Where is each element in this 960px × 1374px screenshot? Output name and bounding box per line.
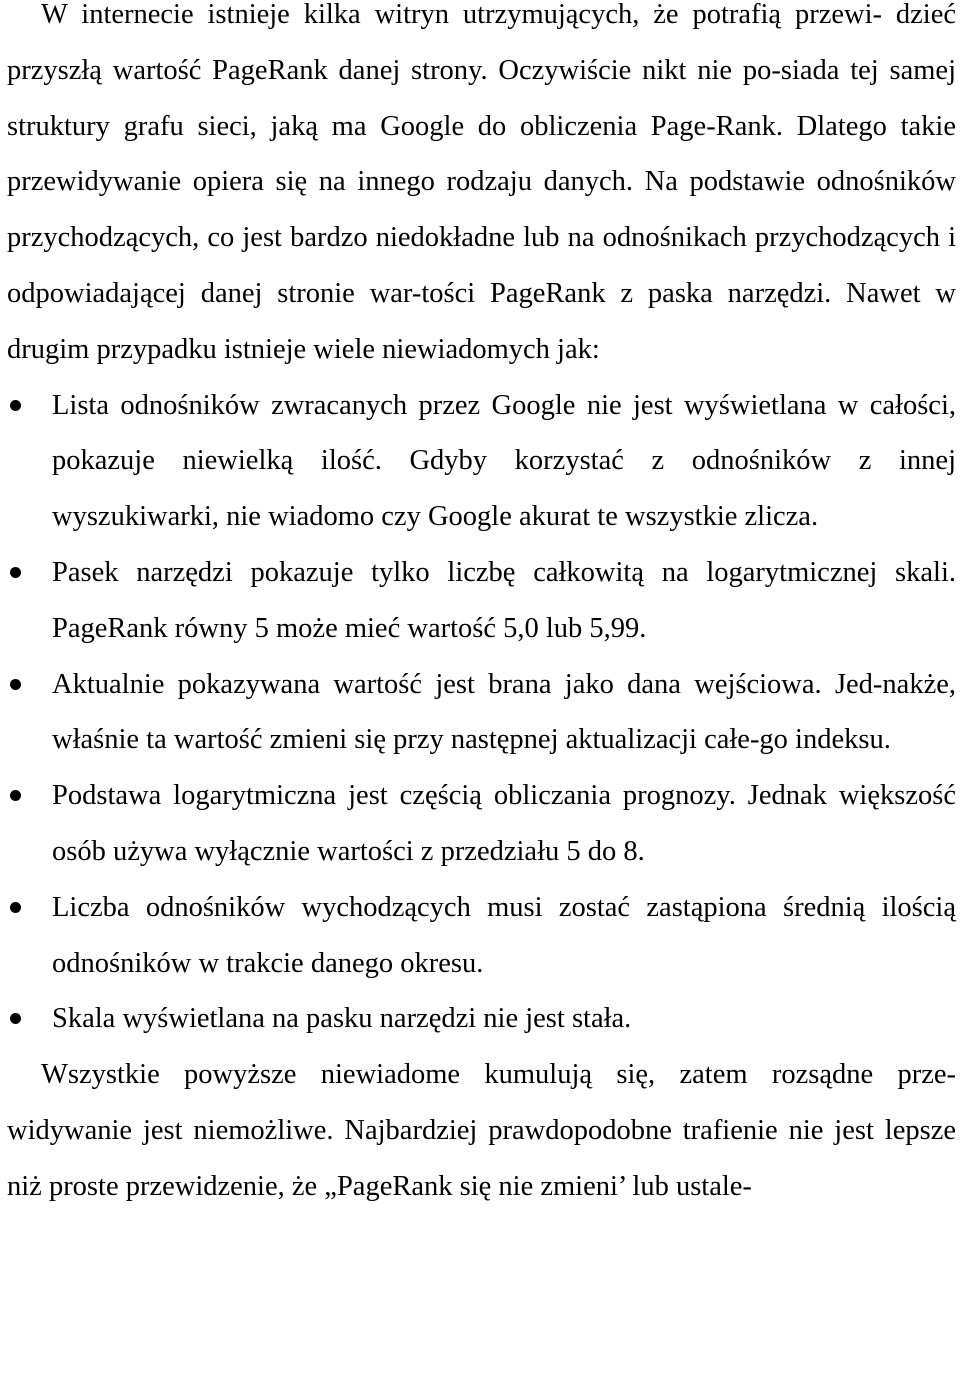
unknowns-list [7, 378, 956, 1048]
list-item-text: Pasek narzędzi pokazuje tylko liczbę całkowitą na logarytmicznej skali. PageRank równy 5 może mieć wartość 5,0 lub 5,99. [52, 556, 956, 644]
list-item [7, 657, 956, 769]
list-item-text: Lista odnośników zwracanych przez Google nie jest wyświetlana w całości, pokazuje niewielką ilość. Gdyby korzystać z odnośników z innej wyszukiwarki, nie wiadomo czy Google akurat te wszystkie zlicza. [52, 389, 956, 533]
bullet-icon [10, 1013, 21, 1024]
list-item [7, 545, 956, 657]
intro-paragraph-text: dzieć przyszłą wartość PageRank danej strony. Oczywiście nikt nie po-siada tej samej struktury grafu sieci, jaką ma Google do obliczenia Page-Rank. Dlatego takie przewidywanie opiera się na innego rodzaju danych. Na podstawie odnośników przychodzących, co jest bardzo niedokładne lub na odnośnikach przychodzących i odpowiadającej danej stronie war-tości PageRank z paska narzędzi. Nawet w drugim przypadku istnieje wiele niewiadomych jak: [7, 0, 956, 365]
bullet-icon [10, 679, 21, 690]
bullet-icon [10, 790, 21, 801]
document-page [7, 0, 956, 1214]
list-item-text: Podstawa logarytmiczna jest częścią obliczania prognozy. Jednak większość osób używa wyłącznie wartości z przedziału 5 do 8. [52, 780, 956, 867]
intro-paragraph-first-line: W internecie istnieje kilka witryn utrzymujących, że potrafią przewi- [41, 0, 882, 30]
closing-paragraph: Wszystkie powyższe niewiadome kumulują się, zatem rozsądne prze-widywanie jest niemożliwe. Najbardziej prawdopodobne trafienie nie jest lepsze niż proste przewidzenie, że „PageRank się nie zmieni’ lub ustale- [7, 1059, 956, 1202]
bullet-icon [10, 902, 21, 913]
list-item [7, 768, 956, 880]
list-item [7, 991, 956, 1047]
list-item-text: Aktualnie pokazywana wartość jest brana jako dana wejściowa. Jed-nakże, właśnie ta wartość zmieni się przy następnej aktualizacji całe-go indeksu. [52, 668, 956, 756]
list-item-text: Liczba odnośników wychodzących musi zostać zastąpiona średnią ilością odnośników w trakcie danego okresu. [52, 891, 956, 979]
bullet-icon [10, 400, 21, 411]
list-item [7, 378, 956, 545]
list-item-text: Skala wyświetlana na pasku narzędzi nie jest stała. [52, 1003, 632, 1035]
bullet-icon [10, 567, 21, 578]
list-item [7, 880, 956, 992]
intro-paragraph [7, 0, 956, 378]
closing-paragraph-wrapper [7, 1047, 956, 1214]
